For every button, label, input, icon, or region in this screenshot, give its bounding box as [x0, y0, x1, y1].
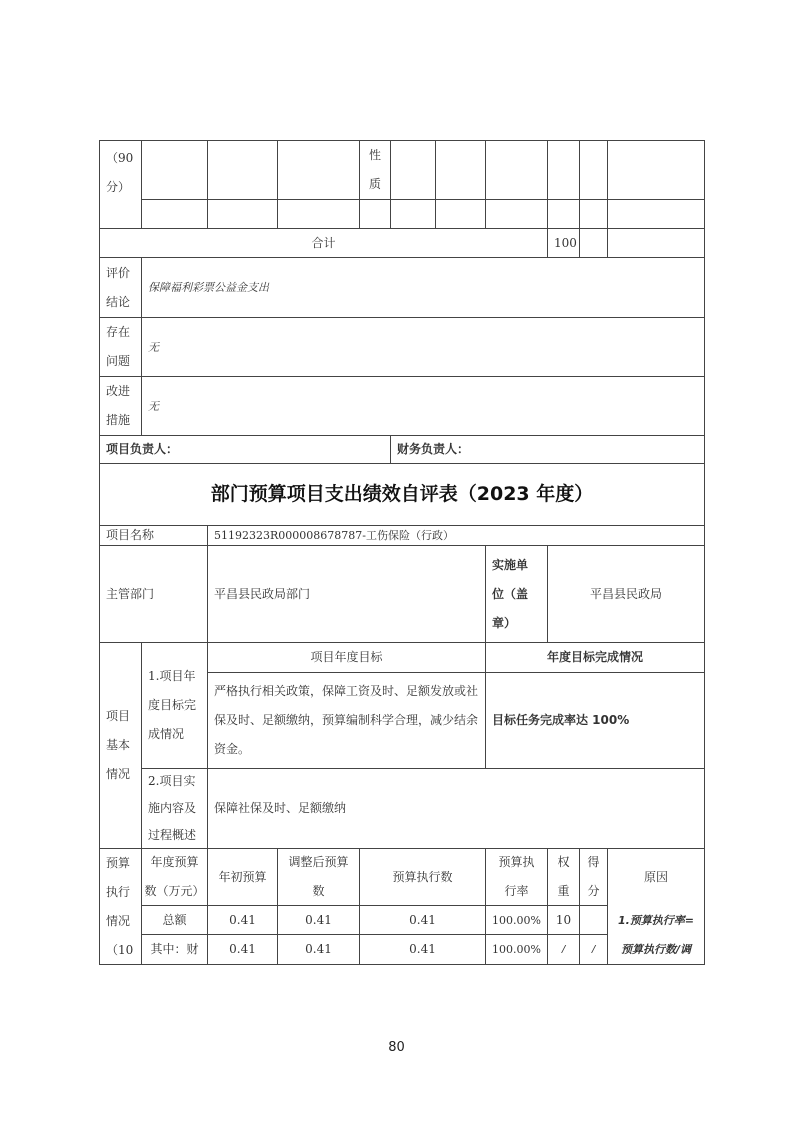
header-initial-budget: 年初预算	[218, 869, 267, 884]
col-divider	[207, 140, 208, 228]
form-title: 部门预算项目支出绩效自评表（2023 年度）	[210, 483, 594, 505]
budget-row-initial: 0.41	[229, 912, 256, 927]
impl-value: 保障社保及时、足额缴纳	[214, 801, 347, 815]
header-line: 重	[557, 884, 570, 898]
improve-value: 无	[148, 399, 159, 413]
impl-label-line: 2.项目实	[148, 774, 196, 788]
budget-reason	[608, 906, 704, 964]
budget-section-label	[100, 849, 141, 964]
impl-unit-value: 平昌县民政局	[589, 586, 662, 601]
dept-value: 平昌县民政局部门	[214, 586, 311, 601]
nature-line: 性	[368, 148, 381, 162]
header-rate	[486, 849, 547, 905]
impl-unit-label	[486, 546, 547, 642]
page-number: 80	[388, 1040, 405, 1055]
budget-row-label: 总额	[162, 912, 187, 927]
budget-label-line: 执行	[106, 884, 131, 899]
conclusion-label-line: 评价	[106, 265, 131, 280]
annual-goal-value: 严格执行相关政策，保障工资及时、足额发放或社保及时、足额缴纳，预算编制科学合理，减少结余资金。	[214, 684, 479, 756]
col-divider	[390, 140, 391, 228]
nature-cell	[360, 141, 390, 199]
impl-label-line: 施内容及	[148, 801, 197, 815]
col-divider	[277, 140, 278, 228]
budget-label-line: 情况	[106, 913, 131, 928]
impl-unit-label-line: 位（盖	[492, 586, 529, 601]
header-line: 预算执	[498, 855, 535, 869]
reason-line: 1.预算执行率=	[617, 914, 695, 927]
budget-row-score: /	[591, 944, 596, 955]
score-label-cell	[100, 141, 141, 228]
budget-row-score	[580, 906, 607, 934]
dept-label: 主管部门	[106, 586, 155, 601]
header-weight	[548, 849, 579, 905]
conclusion-label	[100, 258, 141, 317]
budget-row-adjusted: 0.41	[305, 942, 332, 956]
completion-value: 目标任务完成率达 100%	[492, 713, 630, 727]
project-name-label: 项目名称	[106, 528, 155, 542]
improve-label-line: 改进	[106, 384, 131, 398]
basic-info-label-line: 基本	[106, 738, 131, 752]
budget-row-adjusted: 0.41	[305, 912, 332, 927]
impl-unit-label-line: 章）	[492, 615, 517, 630]
budget-row-executed: 0.41	[409, 942, 436, 956]
budget-row-rate: 100.00%	[492, 913, 541, 927]
project-lead-label: 项目负责人：	[106, 442, 179, 456]
goal-label-line: 成情况	[148, 727, 185, 741]
col-divider	[607, 140, 608, 257]
goal-label-line: 1.项目年	[148, 669, 196, 683]
total-weight: 100	[554, 235, 577, 250]
basic-info-label-line: 项目	[106, 709, 131, 723]
header-line: 年度预算	[150, 855, 199, 869]
issues-label-line: 存在	[106, 325, 131, 339]
total-label: 合计	[311, 235, 336, 250]
project-name-value: 51192323R000008678787-工伤保险（行政）	[214, 529, 454, 542]
completion-header: 年度目标完成情况	[546, 650, 643, 664]
goal-label-line: 度目标完	[148, 698, 197, 712]
improve-label	[100, 377, 141, 435]
header-score	[580, 849, 607, 905]
issues-label-line: 问题	[106, 354, 131, 368]
nature-line: 质	[368, 177, 381, 191]
header-line: 数	[312, 884, 325, 898]
impl-unit-label-line: 实施单	[492, 557, 529, 572]
header-line: 行率	[504, 884, 529, 898]
header-executed: 预算执行数	[392, 869, 453, 884]
annual-goal-value-cell	[208, 673, 485, 768]
col-divider	[485, 140, 486, 228]
basic-info-label	[100, 643, 141, 848]
header-reason: 原因	[643, 869, 668, 884]
col-divider	[435, 140, 436, 228]
goal-label	[142, 643, 207, 768]
issues-label	[100, 318, 141, 376]
improve-label-line: 措施	[106, 413, 131, 427]
budget-row-weight: 10	[555, 912, 572, 927]
col-divider	[141, 140, 142, 228]
budget-label-line: 预算	[106, 855, 131, 870]
budget-row-rate: 100.00%	[492, 943, 541, 956]
budget-row-label: 其中：财	[150, 942, 199, 956]
row-divider	[141, 199, 705, 200]
conclusion-value: 保障福利彩票公益金支出	[148, 281, 269, 294]
table-border-top	[99, 140, 705, 141]
score-label-line: 分）	[106, 180, 131, 194]
basic-info-label-line: 情况	[106, 767, 131, 781]
impl-label	[142, 769, 207, 848]
finance-lead-label: 财务负责人：	[397, 442, 470, 456]
header-line: 分	[587, 884, 600, 898]
col-divider	[579, 140, 580, 257]
impl-label-line: 过程概述	[148, 828, 197, 842]
budget-row-executed: 0.41	[409, 912, 436, 927]
table-border-bottom	[99, 964, 705, 965]
header-adjusted-budget	[278, 849, 359, 905]
table-border-right	[704, 140, 705, 965]
conclusion-label-line: 结论	[106, 294, 131, 309]
header-annual-budget	[142, 849, 207, 905]
header-line: 权	[557, 855, 570, 869]
reason-line: 预算执行数/调	[620, 943, 692, 956]
header-line: 调整后预算	[288, 855, 349, 869]
budget-label-line: （10	[106, 942, 134, 957]
header-line: 得	[587, 855, 600, 869]
budget-row-weight: /	[561, 944, 566, 955]
annual-goal-header: 项目年度目标	[310, 650, 383, 664]
issues-value: 无	[148, 340, 159, 354]
score-label-line: （90	[106, 151, 134, 165]
header-line: 数（万元）	[144, 884, 205, 898]
budget-row-initial: 0.41	[229, 942, 256, 956]
